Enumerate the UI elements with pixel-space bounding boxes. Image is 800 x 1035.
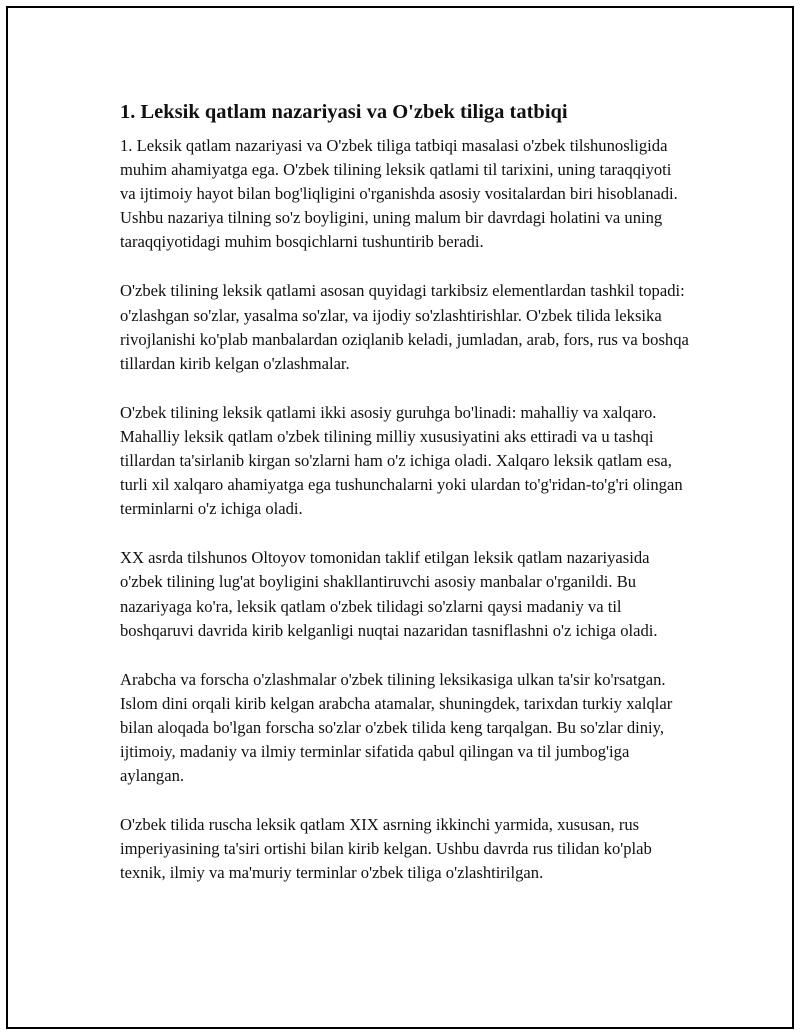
paragraph-3: O'zbek tilining leksik qatlami ikki asosiy guruhga bo'linadi: mahalliy va xalqaro. Mahalliy leksik qatlam o'zbek tilining milliy xususiyatini aks ettiradi va u tashqi tillardan ta'sirlanib kirgan so'zlarni ham o'z ichiga oladi. Xalqaro leksik qatlam esa, turli xil xalqaro ahamiyatga ega tushunchalarni yoki ulardan to'g'ridan-to'g'ri olingan terminlarni o'z ichiga oladi. <box>120 402 683 519</box>
paragraph-5: Arabcha va forscha o'zlashmalar o'zbek tilining leksikasiga ulkan ta'sir ko'rsatgan. Islom dini orqali kirib kelgan arabcha atamalar, shuningdek, tarixdan turkiy xalqlar bilan aloqada bo'lgan forscha so'zlar o'zbek tilida keng tarqalgan. Bu so'zlar diniy, ijtimoiy, madaniy va ilmiy terminlar sifatida qabul qilingan va til jumbog'iga aylangan. <box>120 669 673 786</box>
paragraph-6: O'zbek tilida ruscha leksik qatlam XIX asrning ikkinchi yarmida, xususan, rus imperiyasining ta'siri ortishi bilan kirib kelgan. Ushbu davrda rus tilidan ko'plab texnik, ilmiy va ma'muriy terminlar o'zbek tiliga o'zlashtirilgan. <box>120 815 652 883</box>
document-title: 1. Leksik qatlam nazariyasi va O'zbek tiliga tatbiqi <box>120 101 568 123</box>
paragraph-4: XX asrda tilshunos Oltoyov tomonidan taklif etilgan leksik qatlam nazariyasida o'zbek tilining lug'at boyligini shakllantiruvchi asosiy manbalar o'rganildi. Bu nazariyaga ko'ra, leksik qatlam o'zbek tilidagi so'zlarni qaysi madaniy va til boshqaruvi davrida kirib kelganligi nuqtai nazaridan tasniflashni o'z ichiga oladi. <box>120 548 658 640</box>
paragraph-2: O'zbek tilining leksik qatlami asosan quyidagi tarkibsiz elementlardan tashkil topadi: o'zlashgan so'zlar, yasalma so'zlar, va ijodiy so'zlashtirishlar. O'zbek tilida leksika rivojlanishi ko'plab manbalardan oziqlanib keladi, jumladan, arab, fors, rus va boshqa tillardan kirib kelgan o'zlashmalar. <box>120 281 689 373</box>
document-body <box>120 100 690 910</box>
page-frame <box>6 6 794 1029</box>
paragraph-1: 1. Leksik qatlam nazariyasi va O'zbek tiliga tatbiqi masalasi o'zbek tilshunosligida muhim ahamiyatga ega. O'zbek tilining leksik qatlami til tarixini, uning taraqqiyoti va ijtimoiy hayot bilan bog'liqligini o'rganishda asosiy vositalardan biri hisoblanadi. Ushbu nazariya tilning so'z boyligini, uning malum bir davrdagi holatini va uning taraqqiyotidagi muhim bosqichlarni tushuntirib beradi. <box>120 136 678 252</box>
